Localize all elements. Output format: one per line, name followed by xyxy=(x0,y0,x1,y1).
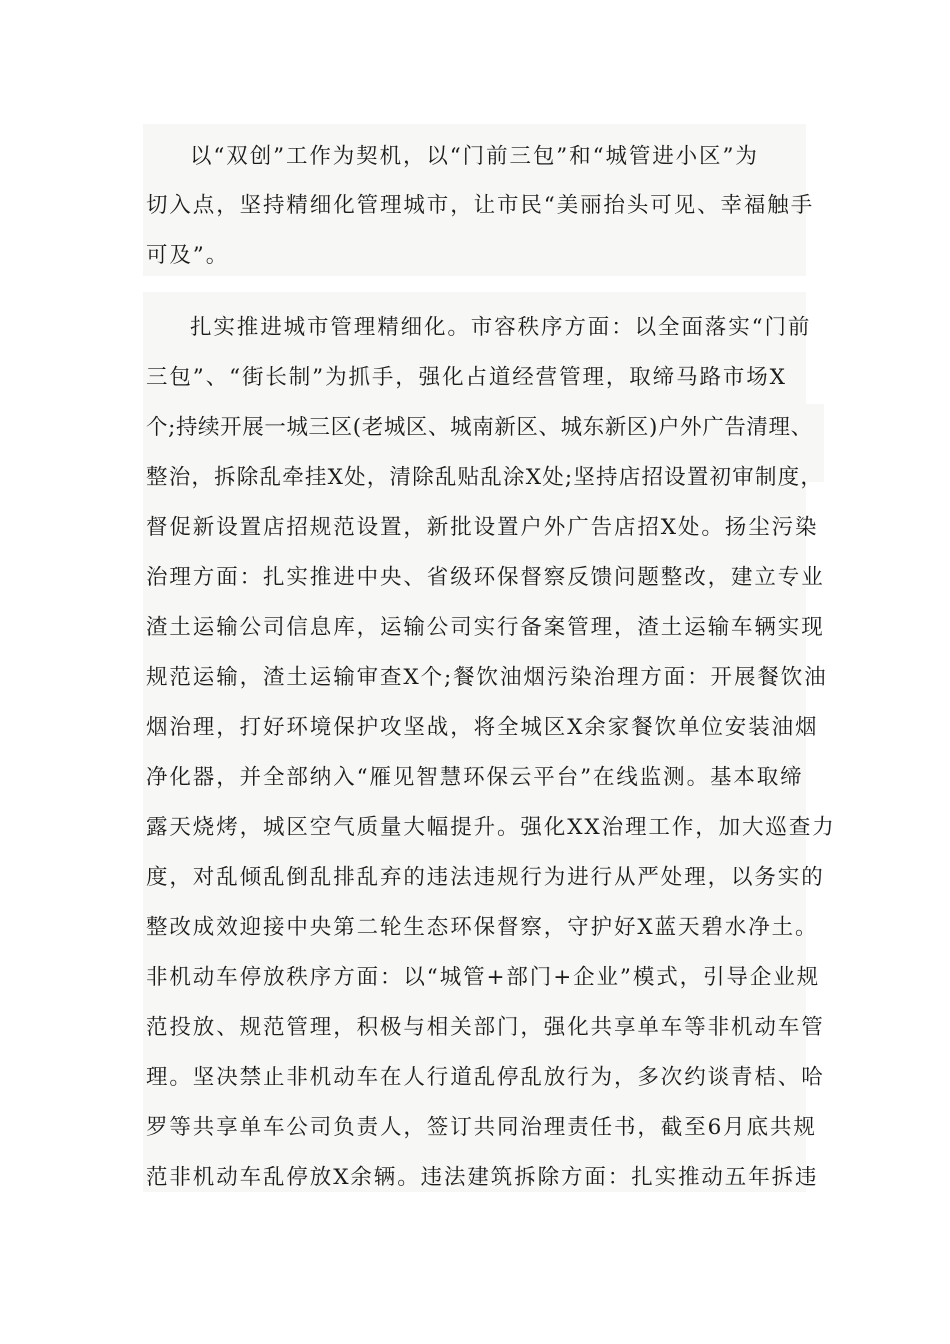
text-line: 范投放、规范管理，积极与相关部门，强化共享单车等非机动车管 xyxy=(146,1015,825,1040)
text-line: 度，对乱倾乱倒乱排乱弃的违法违规行为进行从严处理，以务实的 xyxy=(146,865,825,890)
text-line: 督促新设置店招规范设置，新批设置户外广告店招X处。扬尘污染 xyxy=(146,515,819,540)
text-line: 烟治理，打好环境保护攻坚战，将全城区X余家餐饮单位安装油烟 xyxy=(146,715,819,740)
text-line: 切入点，坚持精细化管理城市，让市民“美丽抬头可见、幸福触手 xyxy=(146,193,815,218)
text-line: 范非机动车乱停放X余辆。违法建筑拆除方面：扎实推动五年拆违 xyxy=(146,1165,819,1190)
text-line: 理。坚决禁止非机动车在人行道乱停乱放行为，多次约谈青桔、哈 xyxy=(146,1065,825,1090)
text-line: 规范运输，渣土运输审查X个;餐饮油烟污染治理方面：开展餐饮油 xyxy=(146,665,828,690)
text-line: 扎实推进城市管理精细化。市容秩序方面：以全面落实“门前 xyxy=(190,315,812,340)
text-line: 净化器，并全部纳入“雁见智慧环保云平台”在线监测。基本取缔 xyxy=(146,765,804,790)
text-line: 治理方面：扎实推进中央、省级环保督察反馈问题整改，建立专业 xyxy=(146,565,825,590)
text-line: 三包”、“街长制”为抓手，强化占道经营管理，取缔马路市场X xyxy=(146,365,787,390)
text-line: 以“双创”工作为契机，以“门前三包”和“城管进小区”为 xyxy=(190,144,759,169)
text-line: 整治，拆除乱牵挂X处，清除乱贴乱涂X处;坚持店招设置初审制度， xyxy=(146,465,824,490)
text-line: 渣土运输公司信息库，运输公司实行备案管理，渣土运输车辆实现 xyxy=(146,615,825,640)
text-line: 个;持续开展一城三区(老城区、城南新区、城东新区)户外广告清理、 xyxy=(146,415,813,440)
text-line: 非机动车停放秩序方面：以“城管+部门+企业”模式，引导企业规 xyxy=(146,965,821,990)
text-line: 可及”。 xyxy=(146,243,230,268)
text-line: 露天烧烤，城区空气质量大幅提升。强化XX治理工作，加大巡查力 xyxy=(146,815,836,840)
text-line: 整改成效迎接中央第二轮生态环保督察，守护好X蓝天碧水净土。 xyxy=(146,915,819,940)
text-line: 罗等共享单车公司负责人，签订共同治理责任书，截至6月底共规 xyxy=(146,1115,817,1140)
